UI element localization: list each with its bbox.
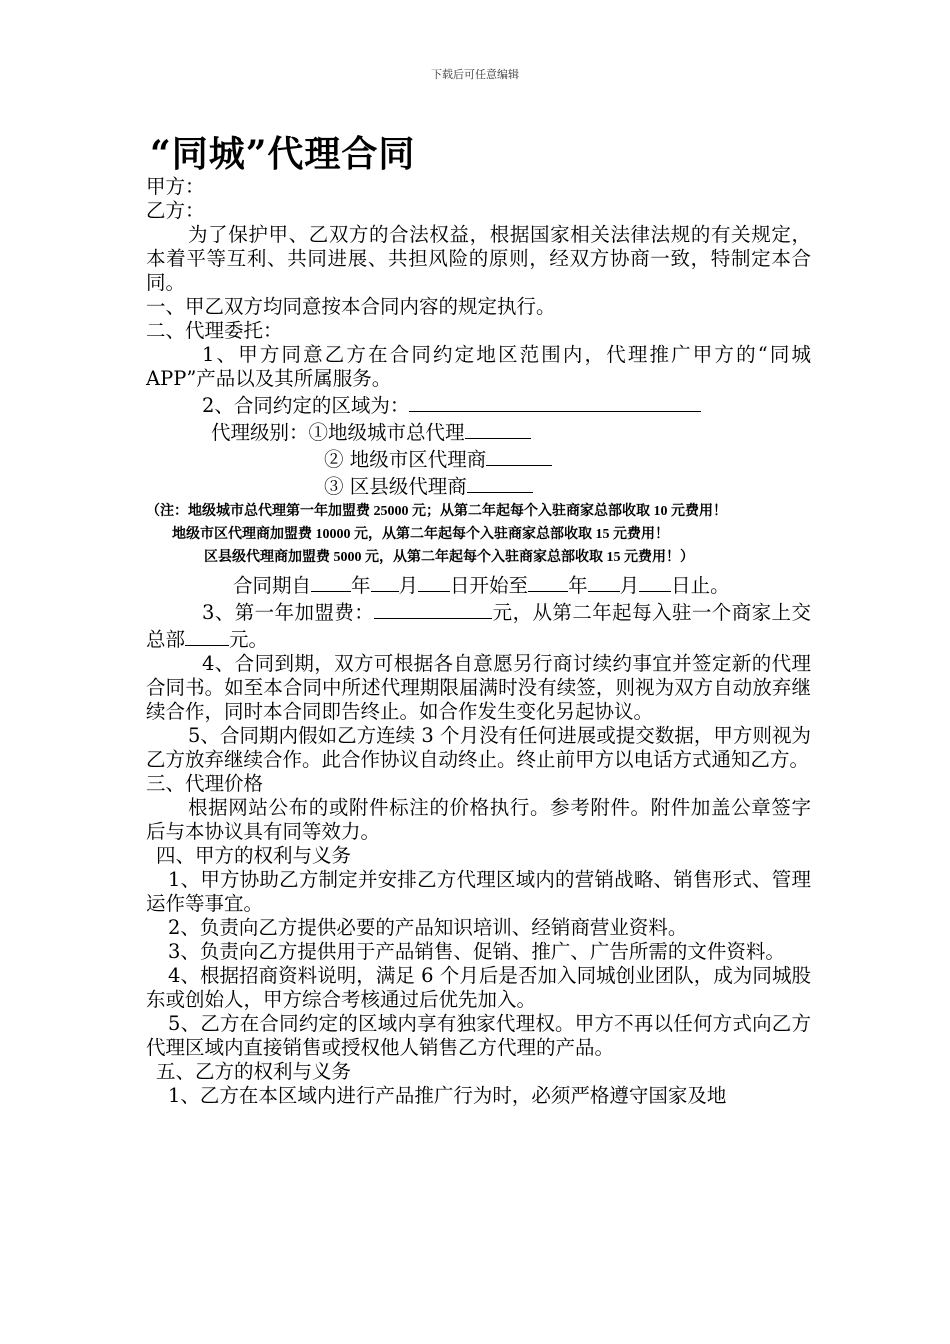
section-2-item-5: 5、合同期内假如乙方连续 3 个月没有任何进展或提交数据，甲方则视为乙方放弃继续合作。此合作协议自动终止。终止前甲方以电话方式通知乙方。: [146, 724, 811, 771]
level-label: 代理级别：: [211, 421, 309, 444]
level-3-text: ③ 区县级代理商: [324, 475, 467, 498]
agent-level-3-row: [146, 472, 811, 499]
party-a-line: 甲方：: [146, 175, 205, 198]
section-4-item-2: 2、负责向乙方提供必要的产品知识培训、经销商营业资料。: [168, 916, 688, 939]
first-year-fee-blank[interactable]: [374, 598, 492, 619]
intro-paragraph: 为了保护甲、乙双方的合法权益，根据国家相关法律法规的有关规定，本着平等互利、共同进展、共担风险的原则，经双方协商一致，特制定本合同。: [146, 223, 811, 294]
level-3-blank[interactable]: [467, 472, 533, 493]
section-1: 一、甲乙双方均同意按本合同内容的规定执行。: [146, 295, 556, 318]
section-5-item-1: 1、乙方在本区域内进行产品推广行为时，必须严格遵守国家及地: [168, 1084, 727, 1107]
section-4-item-1: 1、甲方协助乙方制定并安排乙方代理区域内的营销战略、销售形式、管理运作等事宜。: [146, 868, 811, 915]
section-4-item-4: 4、根据招商资料说明，满足 6 个月后是否加入同城创业团队，成为同城股东或创始人，甲方综合考核通过后优先加入。: [146, 964, 811, 1011]
end-month-blank[interactable]: [588, 571, 620, 592]
level-1-blank[interactable]: [465, 418, 531, 439]
start-year-blank[interactable]: [311, 571, 351, 592]
end-day-blank[interactable]: [639, 571, 671, 592]
fee-note-1: （注：地级城市总代理第一年加盟费 25000 元；从第二年起每个入驻商家总部收取 10 元费用！: [146, 504, 727, 519]
section-4-heading: 四、甲方的权利与义务: [156, 844, 352, 867]
section-2-item-4: 4、合同到期，双方可根据各自意愿另行商讨续约事宜并签定新的代理合同书。如至本合同中所述代理期限届满时没有续签，则视为双方自动放弃继续合作，同时本合同即告终止。如合作发生变化另起协议。: [146, 652, 811, 723]
section-2-item-2: [146, 391, 811, 418]
start-day-blank[interactable]: [418, 571, 450, 592]
level-1-text: ①地级城市总代理: [308, 421, 465, 444]
agent-level-2-row: [146, 445, 811, 472]
party-b-line: 乙方：: [146, 199, 205, 222]
section-4-item-3: 3、负责向乙方提供用于产品销售、促销、推广、广告所需的文件资料。: [168, 940, 785, 963]
section-2-heading: 二、代理委托：: [146, 319, 283, 342]
fee-note-2: 地级市区代理商加盟费 10000 元，从第二年起每个入驻商家总部收取 15 元费用！: [172, 527, 669, 542]
fee-note-3: 区县级代理商加盟费 5000 元，从第二年起每个入驻商家总部收取 15 元费用！）: [204, 550, 694, 565]
section-3-body: 根据网站公布的或附件标注的价格执行。参考附件。附件加盖公章签字后与本协议具有同等效力。: [146, 796, 811, 843]
section-3-heading: 三、代理价格: [146, 772, 264, 795]
region-label: 2、合同约定的区域为：: [202, 394, 410, 417]
region-blank[interactable]: [409, 391, 701, 412]
section-2-item-1: 1、甲方同意乙方在合同约定地区范围内，代理推广甲方的“同城APP”产品以及其所属服务。: [146, 343, 811, 390]
start-month-blank[interactable]: [371, 571, 399, 592]
document-title: “同城”代理合同: [150, 133, 416, 175]
section-2-item-3: 3、第一年加盟费： 元，从第二年起每入驻一个商家上交总部 元。: [146, 598, 811, 652]
end-year-blank[interactable]: [528, 571, 568, 592]
level-2-text: ② 地级市区代理商: [324, 448, 487, 471]
level-2-blank[interactable]: [486, 445, 552, 466]
document-body: [146, 175, 811, 1108]
agent-level-1-row: [146, 418, 811, 445]
per-merchant-fee-blank[interactable]: [185, 625, 229, 646]
section-4-item-5: 5、乙方在合同约定的区域内享有独家代理权。甲方不再以任何方式向乙方代理区域内直接销售或授权他人销售乙方代理的产品。: [146, 1012, 811, 1059]
contract-term-line: 合同期自 年 月 日开始至 年 月 日止。: [146, 569, 811, 598]
section-5-heading: 五、乙方的权利与义务: [156, 1060, 352, 1083]
page-header: 下载后可任意编辑: [431, 68, 519, 81]
